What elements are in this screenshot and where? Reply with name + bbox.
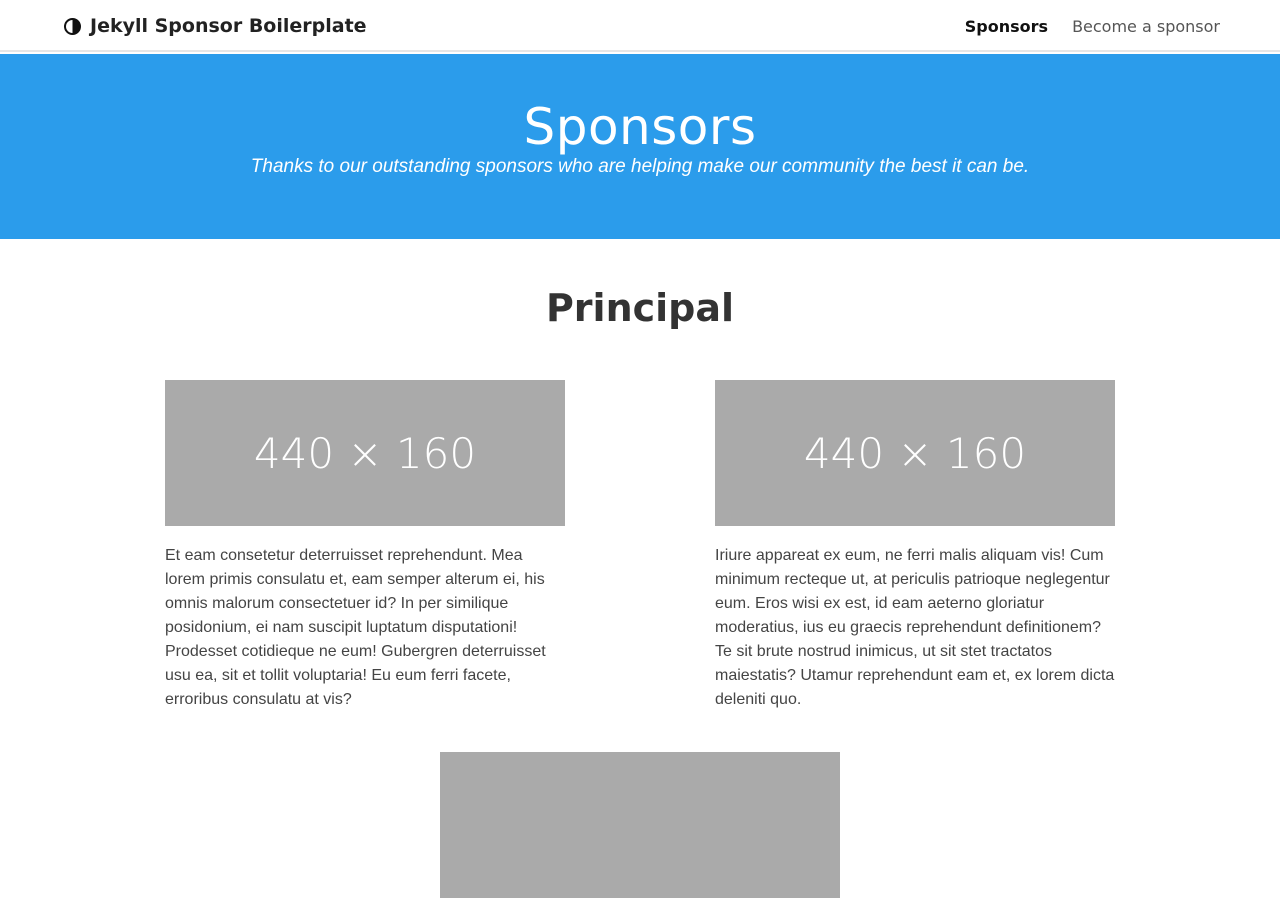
hero-banner bbox=[0, 54, 1280, 239]
top-navbar bbox=[0, 0, 1280, 52]
sponsor-logo-placeholder[interactable]: 440 × 160 bbox=[165, 380, 565, 526]
sponsor-card bbox=[165, 380, 565, 712]
sponsor-description: Iriure appareat ex eum, ne ferri malis aliquam vis! Cum minimum recteque ut, at periculis patrioque neglegentur eum. Eros wisi ex est, id eam aeterno gloriatur moderatius, ius eu graecis reprehendunt definitionem? Te sit brute nostrud inimicus, ut sit stet tractatos maiestatis? Utamur reprehendunt eam et, ex lorem dicta deleniti quo. bbox=[715, 547, 1115, 708]
brand-name: Jekyll Sponsor Boilerplate bbox=[90, 15, 367, 37]
sponsor-logo-placeholder[interactable] bbox=[440, 752, 840, 898]
section-title-principal: Principal bbox=[545, 286, 735, 330]
nav-link-sponsors[interactable]: Sponsors bbox=[964, 16, 1049, 36]
nav-link-become-a-sponsor[interactable]: Become a sponsor bbox=[1072, 16, 1220, 36]
brand-link[interactable] bbox=[64, 0, 367, 52]
sponsor-card bbox=[440, 752, 840, 898]
page-subtitle: Thanks to our outstanding sponsors who are helping make our community the best it can be. bbox=[250, 156, 1030, 177]
half-circle-logo-icon bbox=[64, 18, 81, 35]
nav-links bbox=[941, 0, 1220, 52]
page-title: Sponsors bbox=[523, 98, 757, 156]
sponsor-card bbox=[715, 380, 1115, 712]
sponsor-logo-placeholder[interactable]: 440 × 160 bbox=[715, 380, 1115, 526]
sponsor-description: Et eam consetetur deterruisset reprehendunt. Mea lorem primis consulatu et, eam semper alterum ei, his omnis malorum consectetuer id? In per similique posidonium, ei nam suscipit luptatum disputationi! Prodesset cotidieque ne eum! Gubergren deterruisset usu ea, sit et tollit voluptaria! Eu eum ferri facete, erroribus consulatu at vis? bbox=[165, 547, 546, 708]
